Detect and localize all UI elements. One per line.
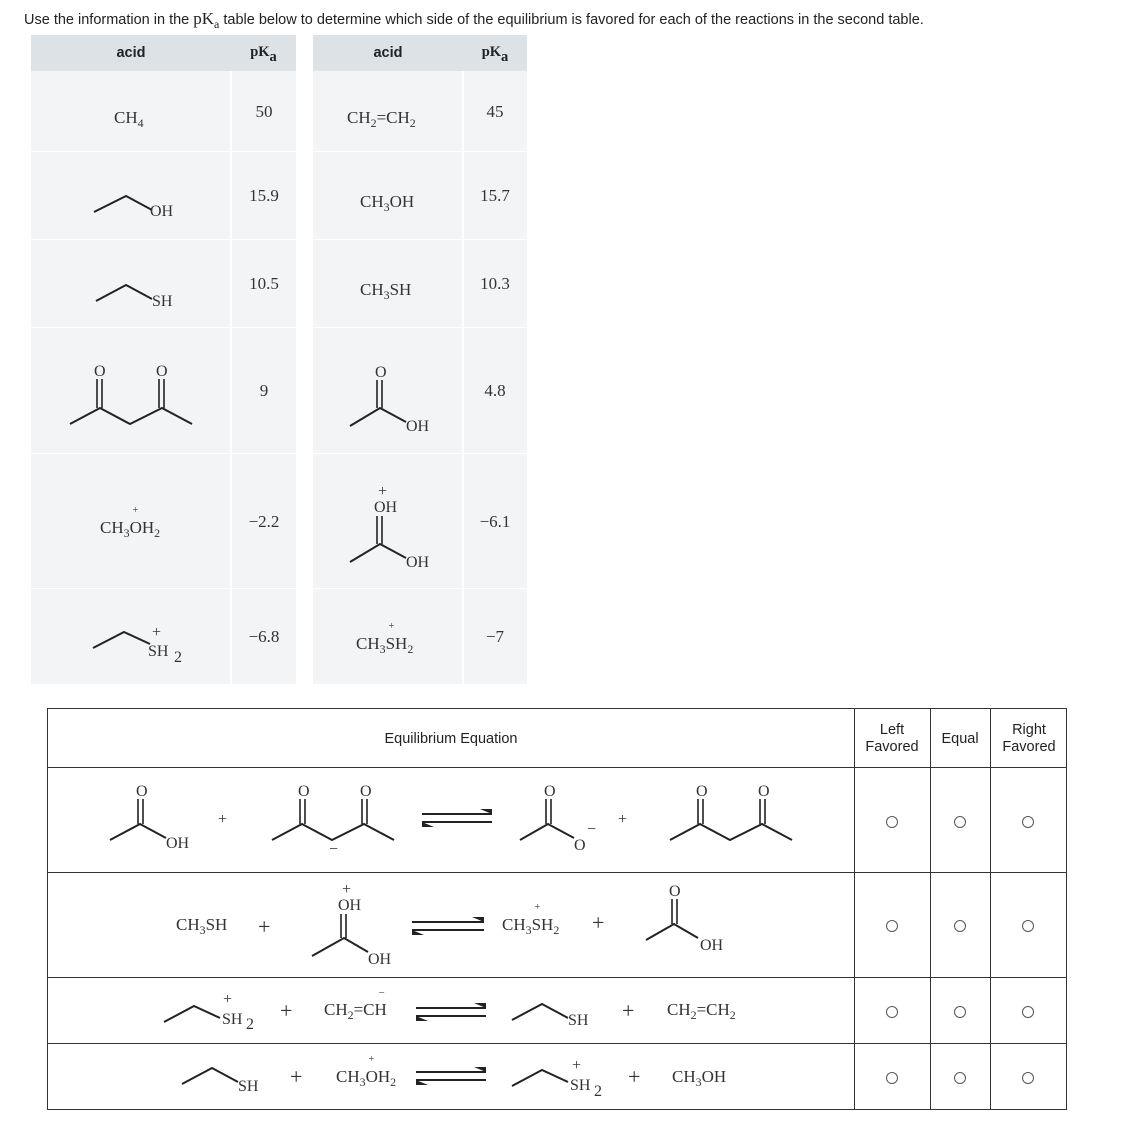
svg-text:O: O [574,837,586,854]
svg-text:O: O [156,363,168,380]
pka-table-right-header [313,35,527,71]
ethanethiol-reactant [178,1060,278,1100]
svg-text:SH: SH [148,643,169,660]
svg-text:OH: OH [338,897,362,914]
plus-sign: + [628,1064,641,1089]
svg-text:+: + [223,991,233,1008]
ethylsulfonium-reactant [160,990,260,1040]
equilibrium-table [47,708,1067,1110]
svg-text:OH: OH [406,554,430,571]
pka-value: 10.5 [249,274,279,293]
ethanethiol-product [508,996,608,1036]
methylsulfonium-product: $CH_3S$ + $H_2$ [502,902,560,938]
svg-text:O: O [544,783,556,800]
svg-text:SH: SH [568,1012,589,1029]
svg-text:O: O [94,363,106,380]
svg-text:O: O [375,364,387,381]
equal-header: Equal [941,731,979,747]
equilibrium-arrow-row-2 [410,918,490,938]
ethylene-product: $CH_2=CH_2$ [667,1000,736,1023]
methanol-structure: $CH_3OH$ [360,192,415,215]
pka-value: 45 [486,102,504,121]
methane-structure: $CH_4$ [114,108,144,131]
svg-text:OH: OH [150,203,174,220]
ethylsulfonium-structure [90,620,190,670]
methanol-product: $CH_3OH$ [672,1067,727,1090]
pka-value: 15.7 [480,186,510,205]
plus-sign: + [280,998,293,1023]
svg-text:O: O [360,783,372,800]
radio-row1-equal[interactable] [954,816,966,828]
pka-value: −6.8 [248,627,280,646]
pka-symbol: $pK_a$ [193,9,220,32]
equilibrium-arrow-row-3 [414,1004,494,1024]
pka-value: −6.1 [479,512,511,531]
svg-text:2: 2 [246,1016,254,1033]
methyloxonium-structure: $CH_3O$ + $H_2$ [100,505,161,541]
radio-row1-left-favored[interactable] [886,816,898,828]
methanethiol-structure: $CH_3SH$ [360,280,412,303]
svg-text:O: O [669,883,681,900]
pka-table-right [313,35,527,684]
acetic-acid-product [640,882,740,962]
svg-text:O: O [298,783,310,800]
svg-text:−: − [329,841,339,858]
svg-text:OH: OH [374,499,398,516]
pka-column-header: $pK_a$ [481,43,509,66]
svg-text:+: + [342,881,352,898]
pka-value: 50 [255,102,273,121]
svg-text:+: + [378,483,388,500]
svg-text:OH: OH [166,835,190,852]
svg-text:OH: OH [368,951,392,968]
ethanethiol-structure [92,279,192,319]
equilibrium-arrow-row-4 [414,1068,494,1088]
equilibrium-equation-header: Equilibrium Equation [384,731,518,747]
svg-text:+: + [572,1057,582,1074]
equation-row-1 [100,778,820,860]
radio-row3-right-favored[interactable] [1022,1006,1034,1018]
svg-text:SH: SH [570,1077,591,1094]
radio-row2-right-favored[interactable] [1022,920,1034,932]
svg-text:−: − [587,821,597,838]
methylsulfonium-structure: $CH_3S$ + $H_2$ [356,621,414,657]
radio-row4-right-favored[interactable] [1022,1072,1034,1084]
methanethiol-reactant: $CH_3SH$ [176,915,228,938]
radio-row2-equal[interactable] [954,920,966,932]
pka-value: −7 [485,627,505,646]
acetylacetone-structure [66,360,206,440]
plus-sign: + [592,910,605,935]
svg-text:OH: OH [406,418,430,435]
svg-text:+: + [218,811,228,828]
svg-text:SH: SH [238,1078,259,1095]
plus-sign: + [290,1064,303,1089]
pka-value: 10.3 [480,274,510,293]
svg-text:2: 2 [174,649,182,666]
pka-value: 9 [259,381,269,400]
svg-text:2: 2 [594,1083,602,1100]
methyloxonium-reactant: $CH_3O$ + $H_2$ [336,1054,397,1090]
svg-text:O: O [696,783,708,800]
radio-row3-left-favored[interactable] [886,1006,898,1018]
left-favored-header: Left Favored [865,722,919,755]
protonated-acetic-acid-structure [346,483,446,578]
radio-row1-right-favored[interactable] [1022,816,1034,828]
pka-column-header: $pK_a$ [250,43,277,66]
pka-value: −2.2 [248,512,280,531]
pka-table-left-header [31,35,296,71]
svg-text:O: O [758,783,770,800]
acid-column-header: acid [373,45,403,61]
pka-value: 4.8 [484,381,506,400]
plus-sign: + [622,998,635,1023]
instructions-text: Use the information in the $pK_a$ table below to determine which side of the equilibrium is favored for each of the reactions in the second table. [24,9,924,32]
pka-value: 15.9 [249,186,279,205]
ethylsulfonium-product [508,1056,608,1102]
svg-text:+: + [618,811,628,828]
svg-text:SH: SH [152,293,173,310]
ethanol-structure [90,190,190,230]
right-favored-header: Right Favored [1002,722,1056,755]
svg-text:OH: OH [700,937,724,954]
plus-sign: + [258,914,271,939]
ethylene-structure: $CH_2=CH_2$ [347,108,416,131]
svg-text:SH: SH [222,1011,243,1028]
protonated-acetic-acid-reactant [308,882,418,972]
svg-text:+: + [152,624,162,641]
svg-text:O: O [136,783,148,800]
acid-column-header: acid [116,45,146,61]
acetic-acid-structure [346,362,446,442]
radio-row4-equal[interactable] [954,1072,966,1084]
radio-row3-equal[interactable] [954,1006,966,1018]
radio-row4-left-favored[interactable] [886,1072,898,1084]
vinyl-anion-reactant: $CH_2=CH$ − [324,987,387,1023]
radio-row2-left-favored[interactable] [886,920,898,932]
